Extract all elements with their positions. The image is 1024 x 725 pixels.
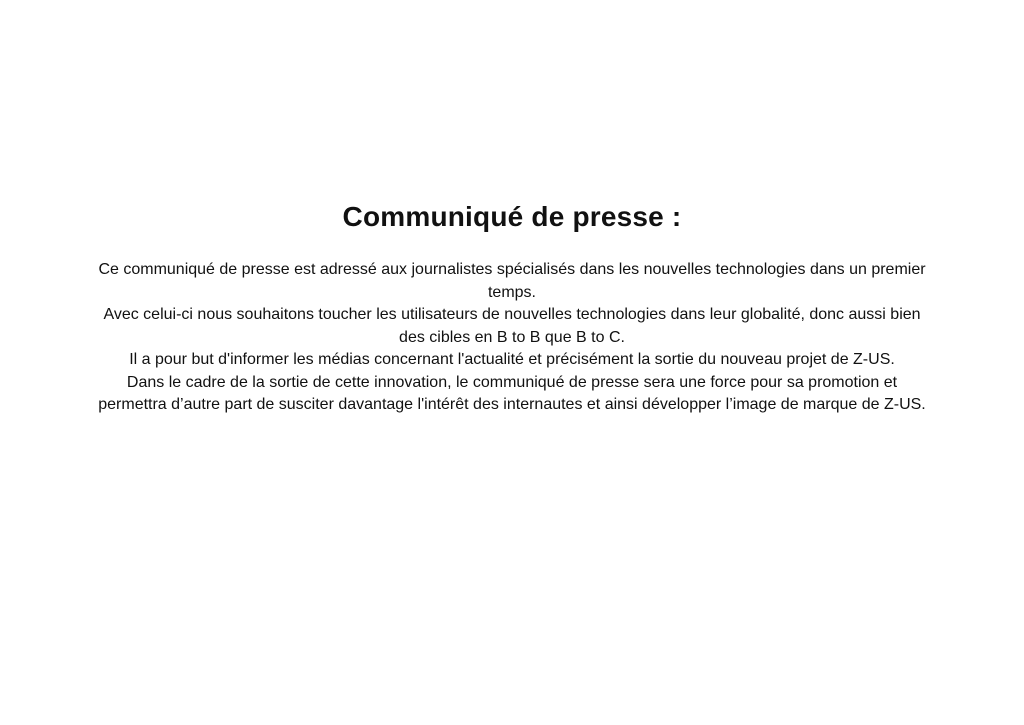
press-release-body bbox=[92, 259, 932, 417]
paragraph-purpose: Il a pour but d'informer les médias concernant l'actualité et précisément la sortie du nouveau projet de Z-US. bbox=[129, 351, 895, 368]
paragraph-targets: Avec celui-ci nous souhaitons toucher les utilisateurs de nouvelles technologies dans leur globalité, donc aussi bien des cibles en B to B que B to C. bbox=[103, 306, 921, 346]
page-title: Communiqué de presse : bbox=[342, 200, 682, 232]
paragraph-promotion: Dans le cadre de la sortie de cette innovation, le communiqué de presse sera une force pour sa promotion et permettra d’autre part de susciter davantage l'intérêt des internautes et ainsi développer l’image de marque de Z-US. bbox=[98, 373, 926, 413]
paragraph-audience: Ce communiqué de presse est adressé aux journalistes spécialisés dans les nouvelles technologies dans un premier temps. bbox=[98, 261, 926, 301]
